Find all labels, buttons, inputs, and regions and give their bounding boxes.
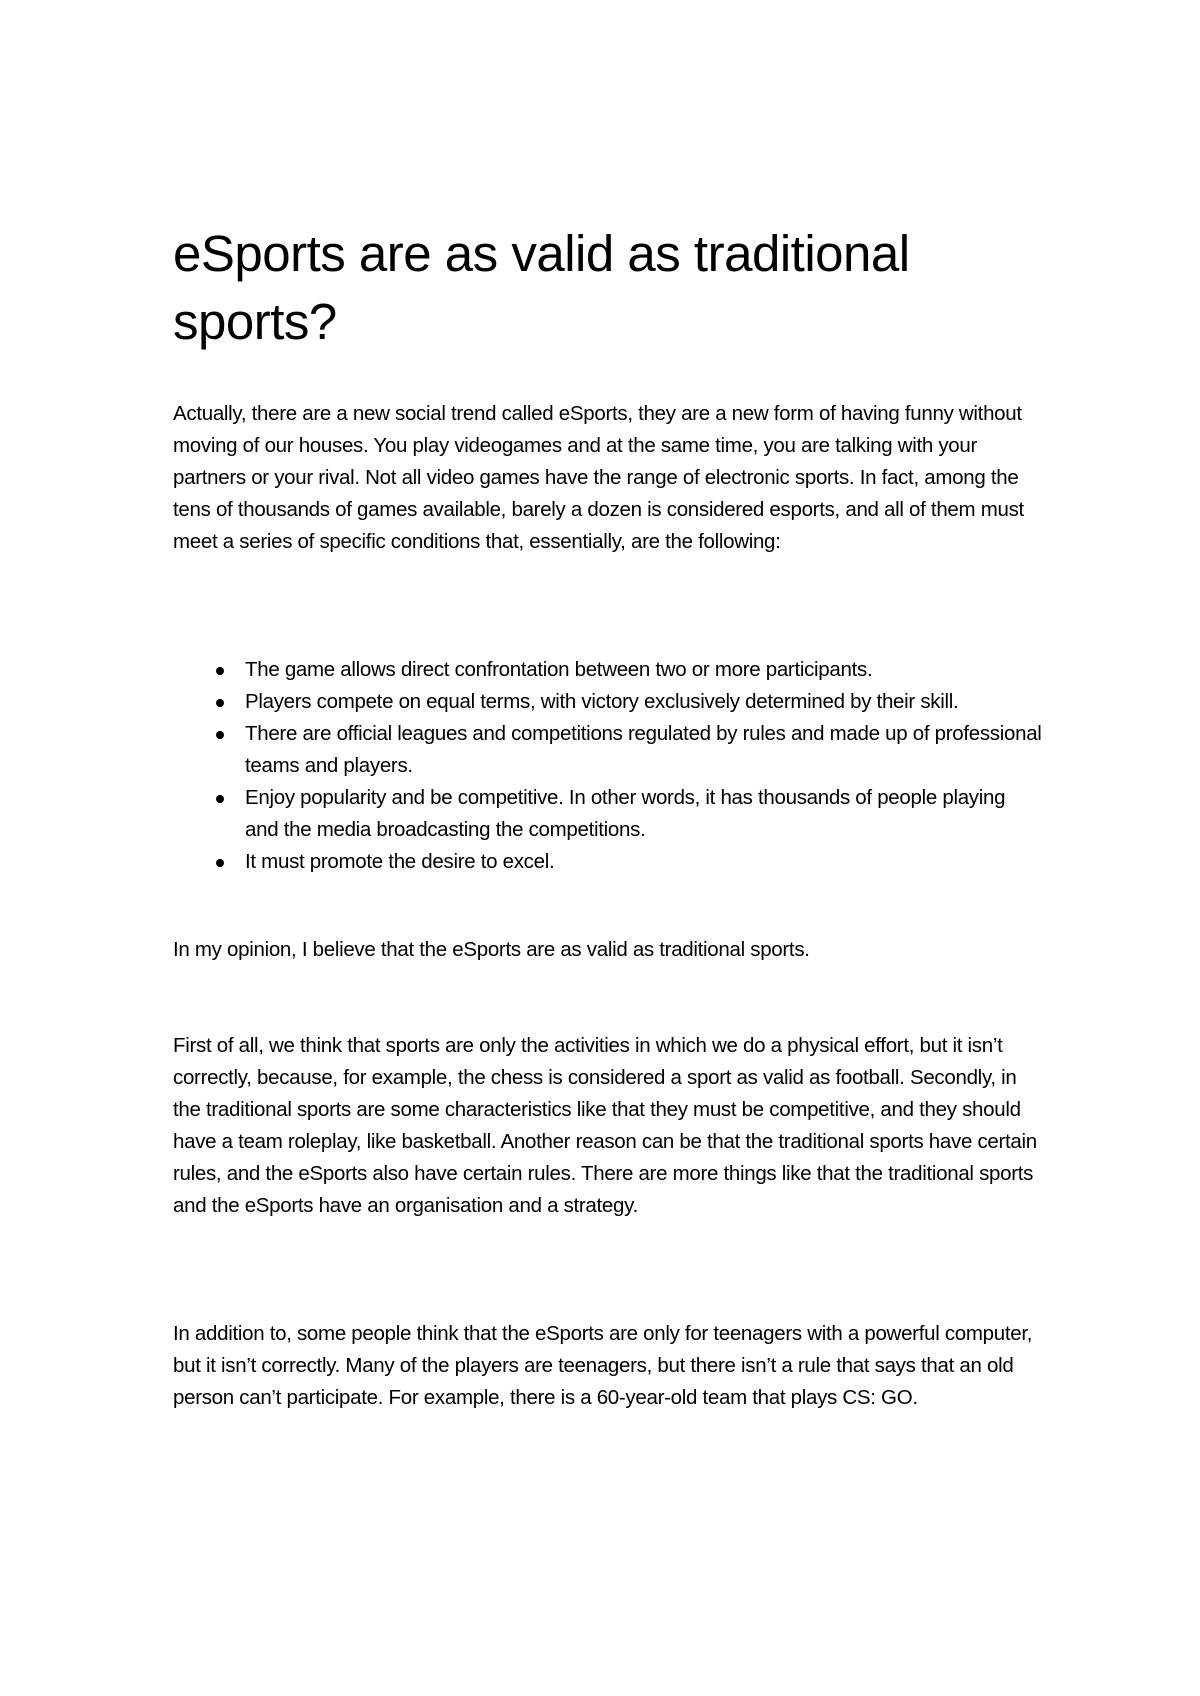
conditions-list — [173, 654, 1043, 878]
body-paragraph-3: In addition to, some people think that the eSports are only for teenagers with a powerful computer, but it isn’t correctly. Many of the players are teenagers, but there isn’t a rule that says that an old person can’t participate. For example, there is a 60-year-old team that plays CS: GO. — [173, 1322, 1033, 1409]
list-item — [173, 686, 1043, 718]
document-title: eSports are as valid as traditional sports? — [173, 225, 910, 350]
bullet-icon — [216, 699, 224, 707]
intro-paragraph: Actually, there are a new social trend called eSports, they are a new form of having funny without moving of our houses. You play videogames and at the same time, you are talking with your partners or your rival. Not all video games have the range of electronic sports. In fact, among the tens of thousands of games available, barely a dozen is considered esports, and all of them must meet a series of specific conditions that, essentially, are the following: — [173, 402, 1024, 553]
list-item-text: It must promote the desire to excel. — [245, 850, 555, 873]
list-item-text: Enjoy popularity and be competitive. In other words, it has thousands of people playing and the media broadcasting the competitions. — [245, 786, 1006, 841]
list-item-text: There are official leagues and competitions regulated by rules and made up of professional teams and players. — [245, 722, 1042, 777]
list-item-text: The game allows direct confrontation between two or more participants. — [245, 658, 873, 681]
body-paragraph-2: First of all, we think that sports are only the activities in which we do a physical effort, but it isn’t correctly, because, for example, the chess is considered a sport as valid as football. Secondly, in the traditional sports are some characteristics like that they must be competitive, and they should have a team roleplay, like basketball. Another reason can be that the traditional sports have certain rules, and the eSports also have certain rules. There are more things like that the traditional sports and the eSports have an organisation and a strategy. — [173, 1034, 1037, 1217]
list-item — [173, 654, 1043, 686]
list-item — [173, 846, 1043, 878]
bullet-icon — [216, 795, 224, 803]
list-item-text: Players compete on equal terms, with victory exclusively determined by their skill. — [245, 690, 959, 713]
opinion-paragraph: In my opinion, I believe that the eSports are as valid as traditional sports. — [173, 938, 810, 961]
bullet-icon — [216, 859, 224, 867]
bullet-icon — [216, 667, 224, 675]
bullet-icon — [216, 731, 224, 739]
list-item — [173, 718, 1043, 782]
list-item — [173, 782, 1043, 846]
